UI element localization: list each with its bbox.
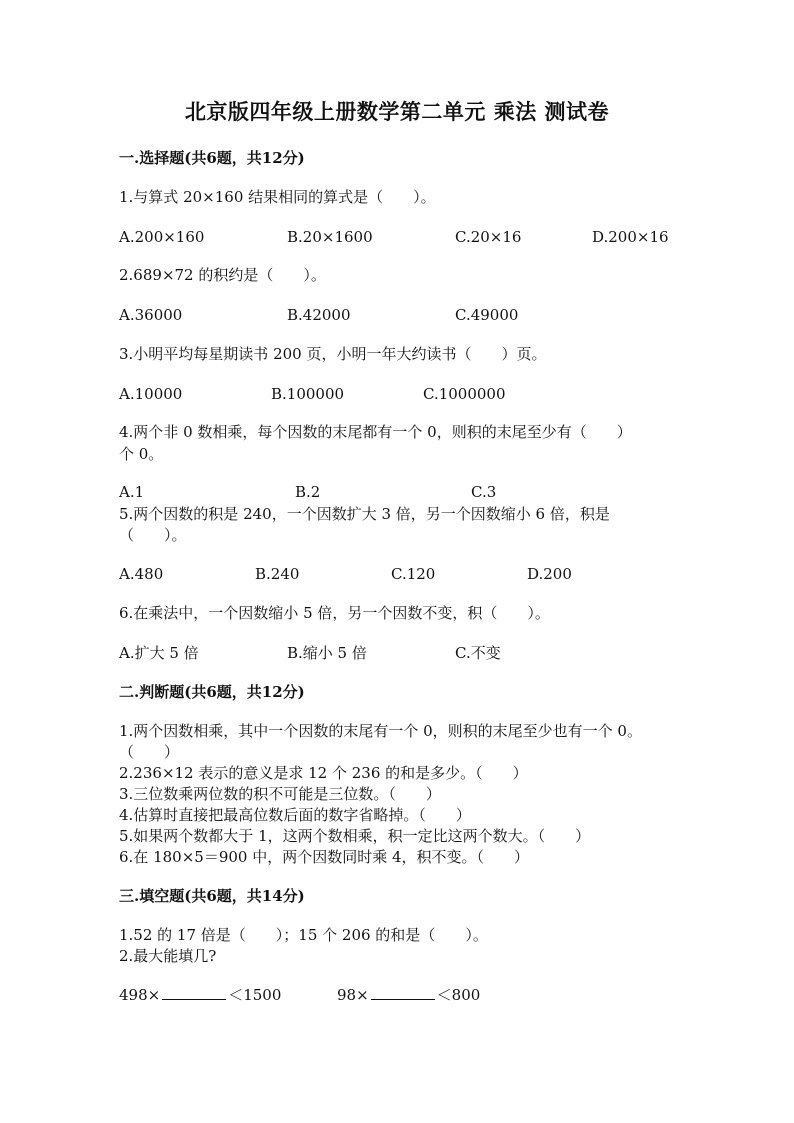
s1-q3-option-b: B.100000	[271, 385, 345, 403]
s2-q3-text: 3.三位数乘两位数的积不可能是三位数。（ ）	[119, 785, 441, 803]
s2-q1-text: 1.两个因数相乘，其中一个因数的末尾有一个 0，则积的末尾至少也有一个 0。	[119, 722, 642, 740]
s1-q2-option-c: C.49000	[455, 306, 519, 324]
s1-q5-option-d: D.200	[527, 565, 572, 583]
s1-q6-option-a: A.扩大 5 倍	[119, 644, 199, 662]
s1-q2-text: 2.689×72 的积约是（ ）。	[119, 266, 326, 284]
s3-q1-text: 1.52 的 17 倍是（ ）；15 个 206 的和是（ ）。	[119, 926, 488, 944]
s1-q4-text-line1: 4.两个非 0 数相乘，每个因数的末尾都有一个 0，则积的末尾至少有（ ）	[119, 423, 632, 441]
s1-q5-option-b: B.240	[255, 565, 300, 583]
s1-q3-text: 3.小明平均每星期读书 200 页，小明一年大约读书（ ）页。	[119, 345, 547, 363]
s1-q1-option-d: D.200×16	[592, 228, 669, 246]
fill-2-prefix: 98×	[337, 986, 369, 1004]
s3-q2-fill-2	[337, 984, 480, 1006]
s1-q5-text-line2: （ ）。	[119, 526, 187, 544]
fill-2-suffix: ＜800	[436, 986, 481, 1004]
s1-q4-option-b: B.2	[295, 483, 321, 501]
page-title: 北京版四年级上册数学第二单元 乘法 测试卷	[184, 99, 610, 124]
s1-q1-option-a: A.200×160	[119, 228, 205, 246]
s1-q4-option-a: A.1	[119, 483, 145, 501]
s2-q5-text: 5.如果两个数都大于 1，这两个数相乘，积一定比这两个数大。（ ）	[119, 827, 591, 845]
section-3-header: 三.填空题(共6题，共14分)	[119, 887, 305, 905]
s2-q1-bracket: （ ）	[119, 743, 180, 761]
s1-q6-option-b: B.缩小 5 倍	[287, 644, 367, 662]
s1-q4-text-line2: 个 0。	[119, 445, 164, 463]
s1-q1-option-b: B.20×1600	[287, 228, 373, 246]
fill-1-prefix: 498×	[119, 986, 161, 1004]
s1-q5-option-c: C.120	[391, 565, 436, 583]
s1-q2-option-a: A.36000	[119, 306, 183, 324]
section-1-header: 一.选择题(共6题，共12分)	[119, 149, 305, 167]
s2-q2-text: 2.236×12 表示的意义是求 12 个 236 的和是多少。（ ）	[119, 764, 528, 782]
s1-q1-option-c: C.20×16	[455, 228, 522, 246]
fill-1-blank[interactable]	[162, 985, 226, 1000]
s3-q2-text: 2.最大能填几?	[119, 947, 217, 965]
s1-q2-option-b: B.42000	[287, 306, 351, 324]
s2-q6-text: 6.在 180×5＝900 中，两个因数同时乘 4，积不变。（ ）	[119, 848, 530, 866]
s1-q3-option-c: C.1000000	[423, 385, 506, 403]
s1-q6-option-c: C.不变	[455, 644, 501, 662]
fill-1-suffix: ＜1500	[228, 986, 282, 1004]
s1-q5-option-a: A.480	[119, 565, 164, 583]
s3-q2-fill-1	[119, 984, 281, 1006]
s1-q6-text: 6.在乘法中，一个因数缩小 5 倍，另一个因数不变，积（ ）。	[119, 604, 550, 622]
s1-q1-text: 1.与算式 20×160 结果相同的算式是（ ）。	[119, 188, 436, 206]
s1-q3-option-a: A.10000	[119, 385, 183, 403]
s1-q4-option-c: C.3	[471, 483, 497, 501]
s2-q4-text: 4.估算时直接把最高位数后面的数字省略掉。（ ）	[119, 806, 471, 824]
fill-2-blank[interactable]	[371, 985, 435, 1000]
s1-q5-text-line1: 5.两个因数的积是 240，一个因数扩大 3 倍，另一个因数缩小 6 倍，积是	[119, 505, 610, 523]
section-2-header: 二.判断题(共6题，共12分)	[119, 683, 305, 701]
